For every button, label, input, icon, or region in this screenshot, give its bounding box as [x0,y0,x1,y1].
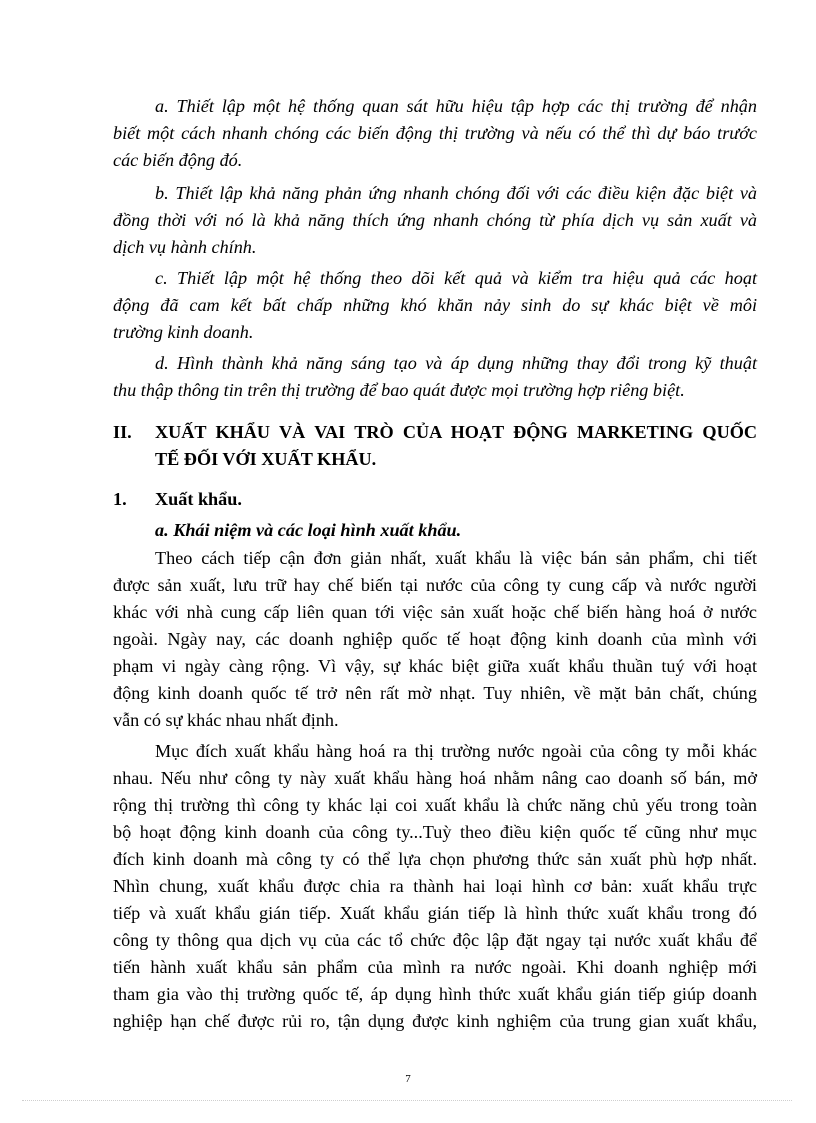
paragraph-2-line-3: rộng thị trường thì công ty khác lại coi xuất khẩu là chức năng chủ yếu trong toàn [113,795,757,815]
list-item-d-line-1: d. Hình thành khả năng sáng tạo và áp dụng những thay đổi trong kỹ thuật [155,353,757,373]
paragraph-2-line-7: tiếp và xuất khẩu gián tiếp. Xuất khẩu gián tiếp là hình thức xuất khẩu trong đó [113,903,757,923]
paragraph-1-line-5: phạm vi ngày càng rộng. Vì vậy, sự khác biệt giữa xuất khẩu thuần tuý với hoạt [113,656,757,676]
section-heading-line-2: TẾ ĐỐI VỚI XUẤT KHẨU. [155,449,377,469]
list-item-b-line-3: dịch vụ hành chính. [113,237,257,257]
list-item-a-line-2: biết một cách nhanh chóng các biến động thị trường và nếu có thể thì dự báo trước [113,123,757,143]
paragraph-2-line-6: Nhìn chung, xuất khẩu được chia ra thành hai loại hình cơ bản: xuất khẩu trực [113,876,757,896]
paragraph-2-line-10: tham gia vào thị trường quốc tế, áp dụng hình thức xuất khẩu gián tiếp giúp doanh [113,984,757,1004]
list-item-d-line-2: thu thập thông tin trên thị trường để bao quát được mọi trường hợp riêng biệt. [113,380,685,400]
section-heading-line-1: XUẤT KHẨU VÀ VAI TRÒ CỦA HOẠT ĐỘNG MARKETING QUỐC [155,422,757,442]
paragraph-2-line-2: nhau. Nếu như công ty này xuất khẩu hàng hoá nhằm nâng cao doanh số bán, mở [113,768,757,788]
paragraph-1-line-3: khác với nhà cung cấp liên quan tới việc sản xuất hoặc chế biến hàng hoá ở nước [113,602,757,622]
paragraph-1-line-2: được sản xuất, lưu trữ hay chế biến tại nước của công ty cung cấp và nước người [113,575,757,595]
list-item-a-line-1: a. Thiết lập một hệ thống quan sát hữu hiệu tập hợp các thị trường để nhận [155,96,757,116]
paragraph-2-line-8: công ty thông qua dịch vụ của các tổ chức độc lập đặt ngay tại nước xuất khẩu để [113,930,757,950]
paragraph-1-line-1: Theo cách tiếp cận đơn giản nhất, xuất khẩu là việc bán sản phẩm, chi tiết [155,548,757,568]
paragraph-1-line-4: ngoài. Ngày nay, các doanh nghiệp quốc tế hoạt động kinh doanh của mình với [113,629,757,649]
page-number: 7 [405,1073,411,1085]
subsection-heading-text: Xuất khẩu. [155,489,242,509]
list-item-c-line-3: trường kinh doanh. [113,322,254,342]
list-item-a-line-3: các biến động đó. [113,150,243,170]
section-heading-number: II. [113,422,132,442]
page-break-rule [22,1100,792,1101]
paragraph-1-line-6: động kinh doanh quốc tế trở nên rất mờ nhạt. Tuy nhiên, về mặt bản chất, chúng [113,683,757,703]
paragraph-2-line-5: đích kinh doanh mà công ty có thể lựa chọn phương thức sản xuất phù hợp nhất. [113,849,757,869]
paragraph-2-line-1: Mục đích xuất khẩu hàng hoá ra thị trường nước ngoài của công ty mỗi khác [155,741,757,761]
subsection-heading-number: 1. [113,489,127,509]
sub-subsection-heading-text: a. Khái niệm và các loại hình xuất khẩu. [155,520,462,540]
list-item-b-line-1: b. Thiết lập khả năng phản ứng nhanh chóng đối với các điều kiện đặc biệt và [155,183,757,203]
paragraph-2-line-4: bộ hoạt động kinh doanh của công ty...Tuỳ theo điều kiện quốc tế cũng như mục [113,822,757,842]
paragraph-2-line-11: nghiệp hạn chế được rủi ro, tận dụng được kinh nghiệm của trung gian xuất khẩu, [113,1011,757,1031]
list-item-c-line-2: động đã cam kết bất chấp những khó khăn nảy sinh do sự khác biệt về môi [113,295,757,315]
paragraph-1-line-7: vẫn có sự khác nhau nhất định. [113,710,339,730]
paragraph-2-line-9: tiến hành xuất khẩu sản phẩm của mình ra nước ngoài. Khi doanh nghiệp mới [113,957,757,977]
list-item-b-line-2: đồng thời với nó là khả năng thích ứng nhanh chóng từ phía dịch vụ sản xuất và [113,210,757,230]
list-item-c-line-1: c. Thiết lập một hệ thống theo dõi kết quả và kiểm tra hiệu quả các hoạt [155,268,757,288]
